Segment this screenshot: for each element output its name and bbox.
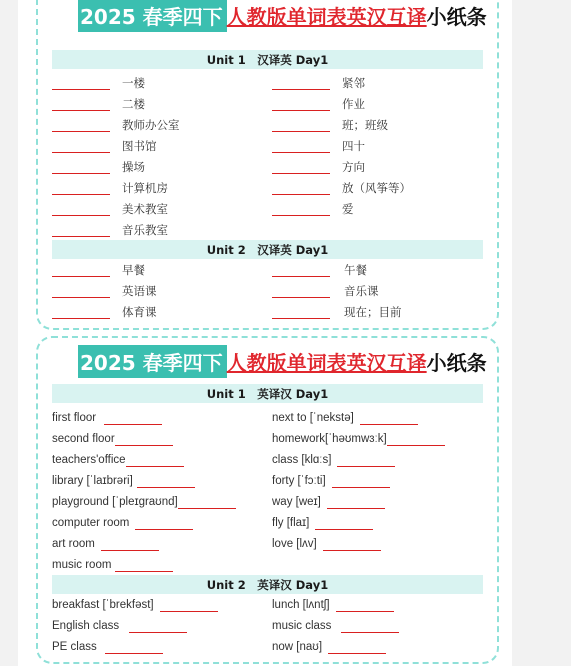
word-en: second floor xyxy=(52,433,115,445)
vocab-row xyxy=(52,637,163,657)
answer-blank[interactable] xyxy=(337,454,395,467)
word-cn: 体育课 xyxy=(122,307,157,319)
vocab-row xyxy=(52,136,157,156)
word-cn: 图书馆 xyxy=(122,141,157,153)
vocab-row xyxy=(272,450,395,470)
vocab-row xyxy=(52,220,168,240)
title-suffix: 小纸条 xyxy=(426,4,487,29)
answer-blank[interactable] xyxy=(272,285,330,298)
unit1-header: Unit 1 英译汉 Day1 xyxy=(52,384,483,403)
answer-blank[interactable] xyxy=(52,203,110,216)
word-cn: 计算机房 xyxy=(122,183,168,195)
vocab-row xyxy=(52,178,168,198)
title-season: 2025 春季四下 xyxy=(78,0,227,32)
title-edition: 人教版单词表英汉互译 xyxy=(226,350,427,375)
answer-blank[interactable] xyxy=(178,496,236,509)
vocab-row xyxy=(272,637,386,657)
card-title xyxy=(78,0,487,32)
vocab-row xyxy=(272,94,365,114)
answer-blank[interactable] xyxy=(52,264,110,277)
answer-blank[interactable] xyxy=(52,285,110,298)
word-cn: 作业 xyxy=(342,99,365,111)
word-en: first floor xyxy=(52,412,97,424)
answer-blank[interactable] xyxy=(115,433,173,446)
word-en: library [ˈlaɪbrəri] xyxy=(52,475,133,487)
answer-blank[interactable] xyxy=(137,475,195,488)
vocab-row xyxy=(52,199,168,219)
word-cn: 操场 xyxy=(122,162,145,174)
unit2-header: Unit 2 英译汉 Day1 xyxy=(52,575,483,594)
answer-blank[interactable] xyxy=(272,77,330,90)
answer-blank[interactable] xyxy=(52,119,110,132)
word-en: class [klɑːs] xyxy=(272,454,332,466)
vocab-row xyxy=(272,471,390,491)
word-en: English class xyxy=(52,620,120,632)
answer-blank[interactable] xyxy=(160,599,218,612)
word-en: love [lʌv] xyxy=(272,538,317,550)
document-page xyxy=(18,0,512,666)
vocab-row xyxy=(272,281,379,301)
vocab-row xyxy=(272,302,402,322)
vocab-row xyxy=(52,555,173,575)
answer-blank[interactable] xyxy=(52,98,110,111)
word-cn: 音乐教室 xyxy=(122,225,168,237)
word-cn: 早餐 xyxy=(122,265,145,277)
vocab-row xyxy=(272,408,418,428)
answer-blank[interactable] xyxy=(52,306,110,319)
vocab-row xyxy=(272,492,385,512)
answer-blank[interactable] xyxy=(341,620,399,633)
vocab-row xyxy=(52,595,218,615)
answer-blank[interactable] xyxy=(52,182,110,195)
vocab-row xyxy=(272,136,365,156)
answer-blank[interactable] xyxy=(104,412,162,425)
word-cn: 四十 xyxy=(342,141,365,153)
word-cn: 爱 xyxy=(342,204,354,216)
answer-blank[interactable] xyxy=(328,641,386,654)
word-en: music class xyxy=(272,620,332,632)
vocab-row xyxy=(52,157,145,177)
vocab-row xyxy=(52,492,236,512)
word-en: homework[ˈhəʊmwɜːk] xyxy=(272,433,387,445)
worksheet-card-cn-en xyxy=(36,0,499,330)
word-cn: 班；班级 xyxy=(342,120,388,132)
vocab-row xyxy=(272,178,411,198)
word-en: next to [ˈnekstə] xyxy=(272,412,354,424)
vocab-row xyxy=(272,115,388,135)
answer-blank[interactable] xyxy=(115,559,173,572)
vocab-row xyxy=(272,429,445,449)
answer-blank[interactable] xyxy=(272,98,330,111)
word-en: art room xyxy=(52,538,95,550)
vocab-row xyxy=(52,260,145,280)
vocab-row xyxy=(52,73,145,93)
word-cn: 美术教室 xyxy=(122,204,168,216)
word-cn: 英语课 xyxy=(122,286,157,298)
vocab-row xyxy=(52,281,157,301)
word-en: playground [ˈpleɪgraʊnd] xyxy=(52,496,178,508)
word-en: forty [ˈfɔːti] xyxy=(272,475,326,487)
answer-blank[interactable] xyxy=(272,264,330,277)
answer-blank[interactable] xyxy=(360,412,418,425)
vocab-row xyxy=(52,302,157,322)
title-season: 2025 春季四下 xyxy=(78,345,227,378)
answer-blank[interactable] xyxy=(272,306,330,319)
vocab-row xyxy=(272,534,381,554)
word-cn: 音乐课 xyxy=(344,286,379,298)
word-cn: 紧邻 xyxy=(342,78,365,90)
title-suffix: 小纸条 xyxy=(426,350,487,375)
word-cn: 一楼 xyxy=(122,78,145,90)
vocab-row xyxy=(272,260,367,280)
word-cn: 方向 xyxy=(342,162,365,174)
vocab-row xyxy=(272,73,365,93)
answer-blank[interactable] xyxy=(52,140,110,153)
answer-blank[interactable] xyxy=(105,641,163,654)
word-en: computer room xyxy=(52,517,130,529)
vocab-row xyxy=(52,408,162,428)
vocab-row xyxy=(52,450,184,470)
vocab-row xyxy=(272,595,394,615)
word-cn: 现在；目前 xyxy=(344,307,402,319)
word-cn: 二楼 xyxy=(122,99,145,111)
answer-blank[interactable] xyxy=(272,140,330,153)
vocab-row xyxy=(272,616,399,636)
word-en: lunch [lʌntʃ] xyxy=(272,599,330,611)
unit2-header: Unit 2 汉译英 Day1 xyxy=(52,240,483,259)
worksheet-card-en-cn xyxy=(36,336,499,664)
answer-blank[interactable] xyxy=(135,517,193,530)
vocab-row xyxy=(52,513,193,533)
unit1-header: Unit 1 汉译英 Day1 xyxy=(52,50,483,69)
title-edition: 人教版单词表英汉互译 xyxy=(226,4,427,29)
word-cn: 放（风筝等） xyxy=(342,183,411,195)
word-cn: 午餐 xyxy=(344,265,367,277)
word-en: way [weɪ] xyxy=(272,496,321,508)
answer-blank[interactable] xyxy=(315,517,373,530)
answer-blank[interactable] xyxy=(52,161,110,174)
vocab-row xyxy=(52,94,145,114)
word-en: music room xyxy=(52,559,112,571)
vocab-row xyxy=(272,157,365,177)
answer-blank[interactable] xyxy=(323,538,381,551)
vocab-row xyxy=(52,616,187,636)
vocab-row xyxy=(52,534,159,554)
word-en: breakfast [ˈbrekfəst] xyxy=(52,599,154,611)
answer-blank[interactable] xyxy=(52,77,110,90)
vocab-row xyxy=(52,471,195,491)
word-cn: 教师办公室 xyxy=(122,120,180,132)
card-title xyxy=(78,344,487,378)
word-en: now [naʊ] xyxy=(272,641,323,653)
word-en: teachers'office xyxy=(52,454,126,466)
answer-blank[interactable] xyxy=(387,433,445,446)
answer-blank[interactable] xyxy=(101,538,159,551)
vocab-row xyxy=(52,429,173,449)
answer-blank[interactable] xyxy=(327,496,385,509)
answer-blank[interactable] xyxy=(272,119,330,132)
answer-blank[interactable] xyxy=(129,620,187,633)
answer-blank[interactable] xyxy=(52,224,110,237)
word-en: PE class xyxy=(52,641,97,653)
word-en: fly [flaɪ] xyxy=(272,517,310,529)
answer-blank[interactable] xyxy=(126,454,184,467)
vocab-row xyxy=(52,115,180,135)
answer-blank[interactable] xyxy=(336,599,394,612)
answer-blank[interactable] xyxy=(272,161,330,174)
answer-blank[interactable] xyxy=(272,182,330,195)
vocab-row xyxy=(272,199,354,219)
answer-blank[interactable] xyxy=(272,203,330,216)
vocab-row xyxy=(272,513,373,533)
answer-blank[interactable] xyxy=(332,475,390,488)
